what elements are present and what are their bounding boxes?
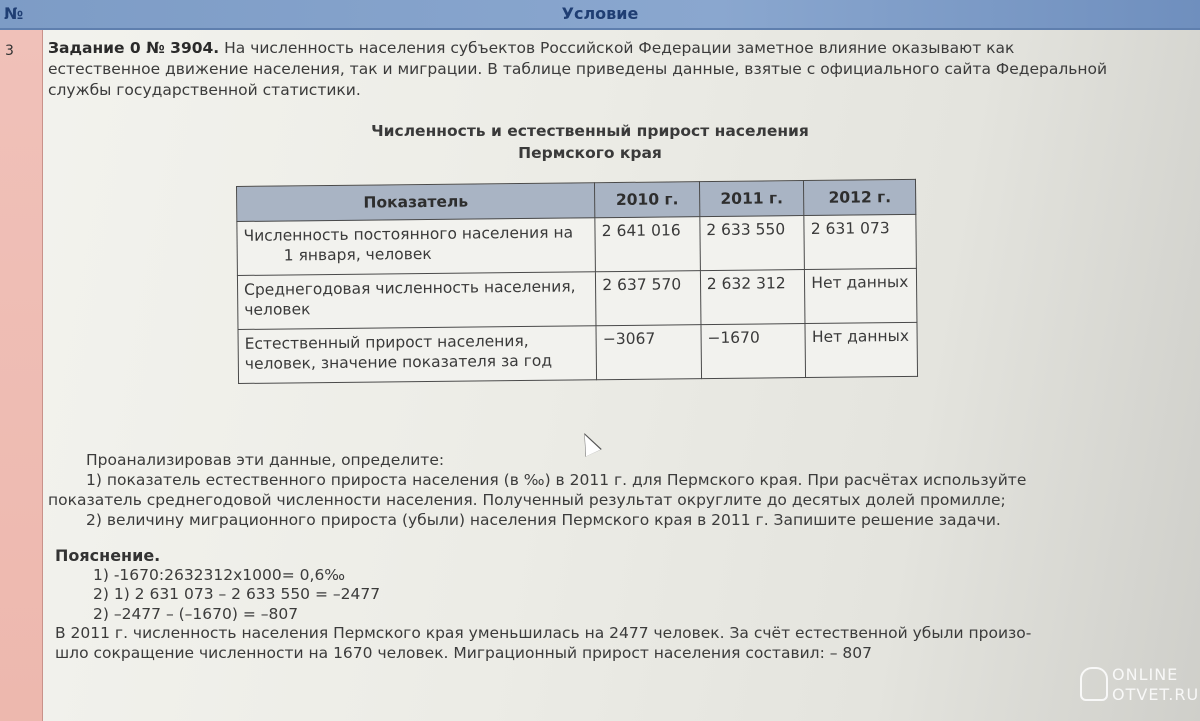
header-2012: 2012 г. <box>804 179 916 215</box>
task-text: На численность населения субъектов Российской Федерации заметное влияние оказывают как естественное движение населения, так и миграции. В таблице приведены данные, взятые с официального сайта Федеральной службы государственной статистики. <box>48 39 1108 99</box>
row-label <box>238 326 597 384</box>
table-title-line1: Численность и естественный прирост населения <box>371 122 809 140</box>
header-indicator: Показатель <box>237 183 596 222</box>
watermark-line2: OTVET.RU <box>1112 685 1200 704</box>
cell-2011: 2 632 312 <box>700 270 805 325</box>
header-2011: 2011 г. <box>699 181 804 217</box>
row-label-line: Среднегодовая численность населения, <box>243 277 576 299</box>
row-label-line: 1 января, человек <box>283 244 432 265</box>
row-label-line: Естественный прирост населения, <box>244 331 529 353</box>
question-2: 2) величину миграционного прироста (убыли) населения Пермского края в 2011 г. Запишите решение задачи. <box>86 511 1001 529</box>
explanation-heading: Пояснение. <box>55 546 161 565</box>
row-label-line: человек <box>244 300 311 319</box>
column-condition-header: Условие <box>561 4 639 23</box>
questions-intro: Проанализировав эти данные, определите: <box>86 451 445 469</box>
explanation-line: 2) –2477 – (–1670) = –807 <box>93 604 299 623</box>
population-table <box>236 179 918 384</box>
watermark-line1: ONLINE <box>1112 665 1179 684</box>
question-1-line1: 1) показатель естественного прироста населения (в ‰) в 2011 г. для Пермского края. При расчётах используйте <box>86 471 1027 489</box>
cell-2011: 2 633 550 <box>700 216 805 271</box>
task-id: Задание 0 № 3904. <box>48 39 220 57</box>
table-row <box>237 214 917 275</box>
explanation-line: 2) 1) 2 631 073 – 2 633 550 = –2477 <box>93 585 381 603</box>
table-header-bar <box>0 0 1200 30</box>
explanation-line: шло сокращение численности на 1670 человек. Миграционный прирост населения составил: – 807 <box>55 643 872 662</box>
row-number-column <box>0 30 43 721</box>
cell-2011: −1670 <box>701 324 806 379</box>
row-label-line: человек, значение показателя за год <box>244 351 553 373</box>
cell-2012: 2 631 073 <box>804 214 916 269</box>
row-label-line: Численность постоянного населения на <box>243 223 574 245</box>
lightbulb-icon <box>1080 667 1108 701</box>
explanation-block <box>55 546 1125 663</box>
table-row <box>237 268 917 329</box>
explanation-line: В 2011 г. численность населения Пермского края уменьшилась на 2477 человек. За счёт естественной убыли произо- <box>55 624 1032 642</box>
table-title <box>300 120 880 164</box>
cell-2012: Нет данных <box>805 268 917 323</box>
table-title-line2: Пермского края <box>518 144 662 162</box>
cell-2012: Нет данных <box>805 322 917 377</box>
questions-block <box>48 450 1118 530</box>
row-number: 3 <box>5 43 14 59</box>
task-statement <box>48 38 1118 101</box>
cell-2010: −3067 <box>596 325 701 380</box>
cell-2010: 2 637 570 <box>596 271 701 326</box>
table-row <box>238 322 918 383</box>
row-label <box>237 272 596 330</box>
watermark <box>1080 661 1200 711</box>
column-number-header: № <box>4 4 24 23</box>
header-2010: 2010 г. <box>595 182 700 218</box>
row-label <box>237 218 596 276</box>
question-1-line2: показатель среднегодовой численности населения. Полученный результат округлите до десятых долей промилле; <box>48 491 1006 509</box>
cell-2010: 2 641 016 <box>595 217 700 272</box>
explanation-line: 1) -1670:2632312x1000= 0,6‰ <box>93 565 346 584</box>
